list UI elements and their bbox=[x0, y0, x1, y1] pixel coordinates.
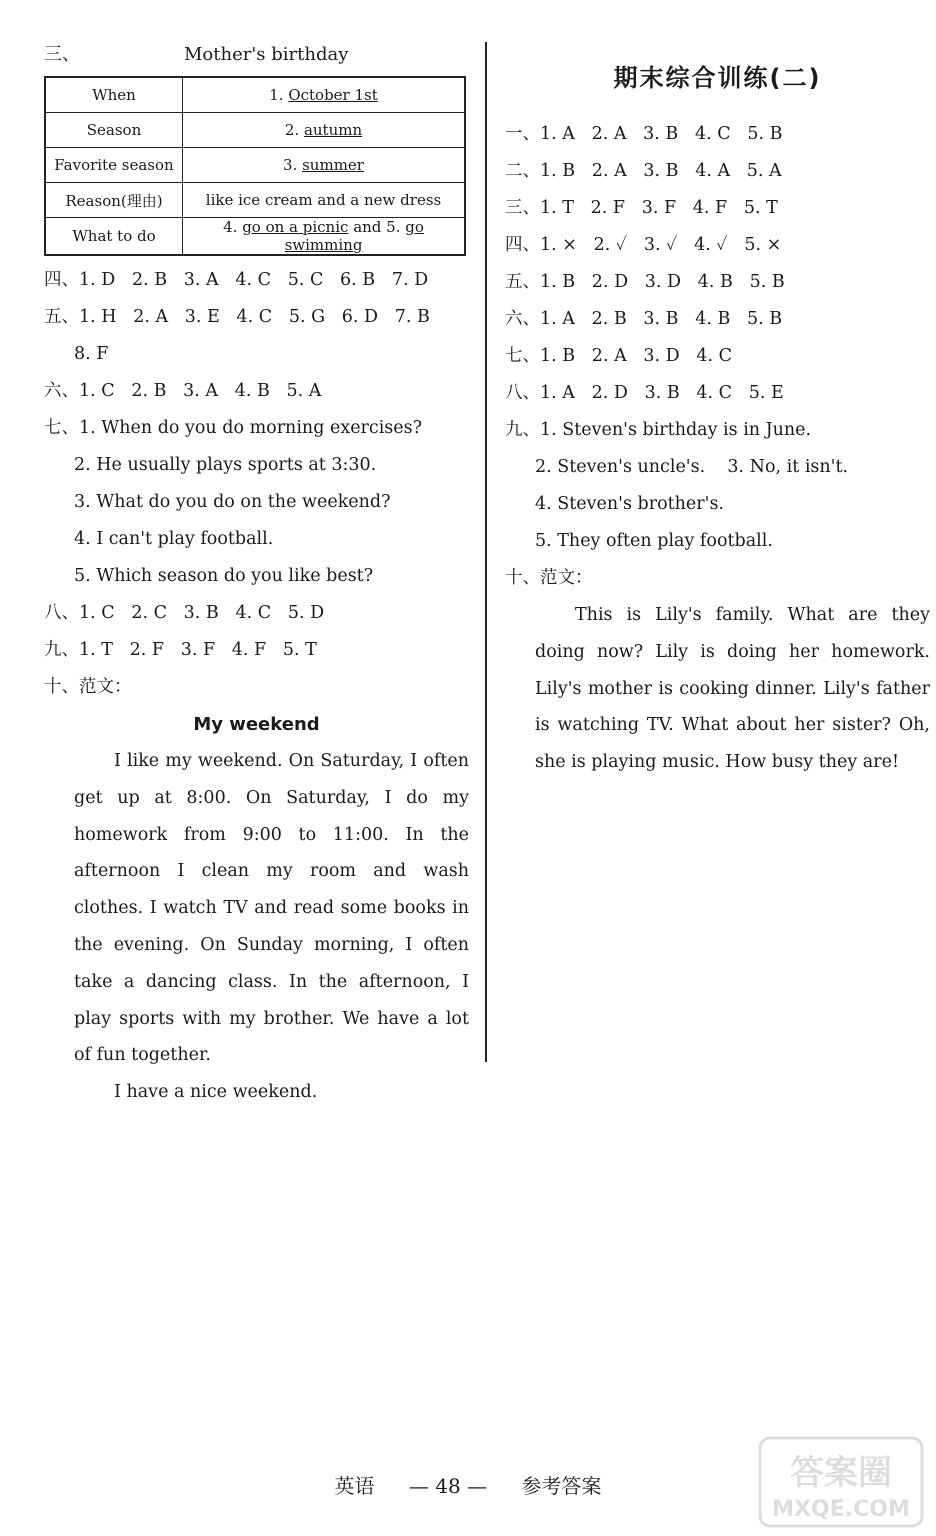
footer-label: 参考答案 bbox=[521, 1474, 602, 1498]
answer-line: 八、1. C 2. C 3. B 4. C 5. D bbox=[44, 603, 325, 623]
answer-line: 2. He usually plays sports at 3:30. bbox=[74, 455, 377, 475]
table-value: 3. summer bbox=[183, 148, 466, 183]
answer-line: 三、1. T 2. F 3. F 4. F 5. T bbox=[505, 198, 778, 218]
table-key: Season bbox=[45, 113, 183, 148]
answer-line: 八、1. A 2. D 3. B 4. C 5. E bbox=[505, 383, 784, 403]
table-row bbox=[45, 148, 465, 183]
table-value: 2. autumn bbox=[183, 113, 466, 148]
answer-line: 七、1. When do you do morning exercises? bbox=[44, 418, 423, 438]
section-number: 三、 bbox=[44, 44, 80, 65]
watermark-logo bbox=[756, 1434, 926, 1530]
section-title: 期末综合训练(二) bbox=[613, 64, 822, 92]
answer-line: 四、1. D 2. B 3. A 4. C 5. C 6. B 7. D bbox=[44, 270, 429, 290]
table-value: 4. go on a picnic and 5. go swimming bbox=[183, 218, 466, 256]
table-value: 1. October 1st bbox=[183, 77, 466, 113]
answer-line: 六、1. A 2. B 3. B 4. B 5. B bbox=[505, 309, 783, 329]
footer-subject: 英语 bbox=[334, 1474, 375, 1498]
answer-line: 九、1. Steven's birthday is in June. bbox=[505, 420, 812, 440]
answer-line: 5. Which season do you like best? bbox=[74, 566, 374, 586]
info-table bbox=[44, 76, 466, 256]
answer-line: 二、1. B 2. A 3. B 4. A 5. A bbox=[505, 161, 782, 181]
answer-line: 四、1. × 2. ✓ 3. ✓ 4. ✓ 5. × bbox=[505, 235, 782, 255]
answer-line: 8. F bbox=[74, 344, 109, 364]
answer-line: 一、1. A 2. A 3. B 4. C 5. B bbox=[505, 124, 783, 144]
watermark-bottom: MXQE.COM bbox=[772, 1497, 910, 1522]
page-number: — 48 — bbox=[408, 1474, 488, 1498]
answer-line: 十、范文： bbox=[44, 677, 132, 697]
answer-line: 5. They often play football. bbox=[535, 531, 773, 551]
table-value: like ice cream and a new dress bbox=[183, 183, 466, 218]
table-row bbox=[45, 77, 465, 113]
answer-line: 五、1. B 2. D 3. D 4. B 5. B bbox=[505, 272, 785, 292]
answer-line: 九、1. T 2. F 3. F 4. F 5. T bbox=[44, 640, 317, 660]
answer-line: 3. What do you do on the weekend? bbox=[74, 492, 391, 512]
left-column bbox=[44, 40, 469, 1111]
answer-line: 4. Steven's brother's. bbox=[535, 494, 724, 514]
essay-title: My weekend bbox=[193, 714, 320, 735]
section-3-header bbox=[44, 40, 469, 76]
table-key: Reason(理由) bbox=[45, 183, 183, 218]
watermark-top: 答案圈 bbox=[790, 1453, 892, 1493]
section-title: Mother's birthday bbox=[184, 44, 349, 65]
essay-paragraph: This is Lily's family. What are they doing now? Lily is doing her homework. Lily's mother is cooking dinner. Lily's father is watching TV. What about her sister? Oh, she is playing music. How busy they are! bbox=[535, 605, 930, 773]
table-row bbox=[45, 218, 465, 256]
essay-paragraph: I like my weekend. On Saturday, I often get up at 8:00. On Saturday, I do my homework from 9:00 to 11:00. In the afternoon I clean my room and wash clothes. I watch TV and read some books in the evening. On Sunday morning, I often take a dancing class. In the afternoon, I play sports with my brother. We have a lot of fun together. bbox=[74, 751, 469, 1066]
answer-line: 六、1. C 2. B 3. A 4. B 5. A bbox=[44, 381, 322, 401]
answer-line: 4. I can't play football. bbox=[74, 529, 274, 549]
table-key: When bbox=[45, 77, 183, 113]
table-key: Favorite season bbox=[45, 148, 183, 183]
column-divider bbox=[485, 42, 487, 1062]
answer-line: 五、1. H 2. A 3. E 4. C 5. G 6. D 7. B bbox=[44, 307, 430, 327]
answer-line: 七、1. B 2. A 3. D 4. C bbox=[505, 346, 733, 366]
table-key: What to do bbox=[45, 218, 183, 256]
essay-paragraph: I have a nice weekend. bbox=[114, 1082, 318, 1103]
answer-line: 2. Steven's uncle's. 3. No, it isn't. bbox=[535, 457, 849, 477]
right-column bbox=[505, 60, 930, 781]
table-row bbox=[45, 113, 465, 148]
table-row bbox=[45, 183, 465, 218]
answer-line: 十、范文： bbox=[505, 568, 593, 588]
